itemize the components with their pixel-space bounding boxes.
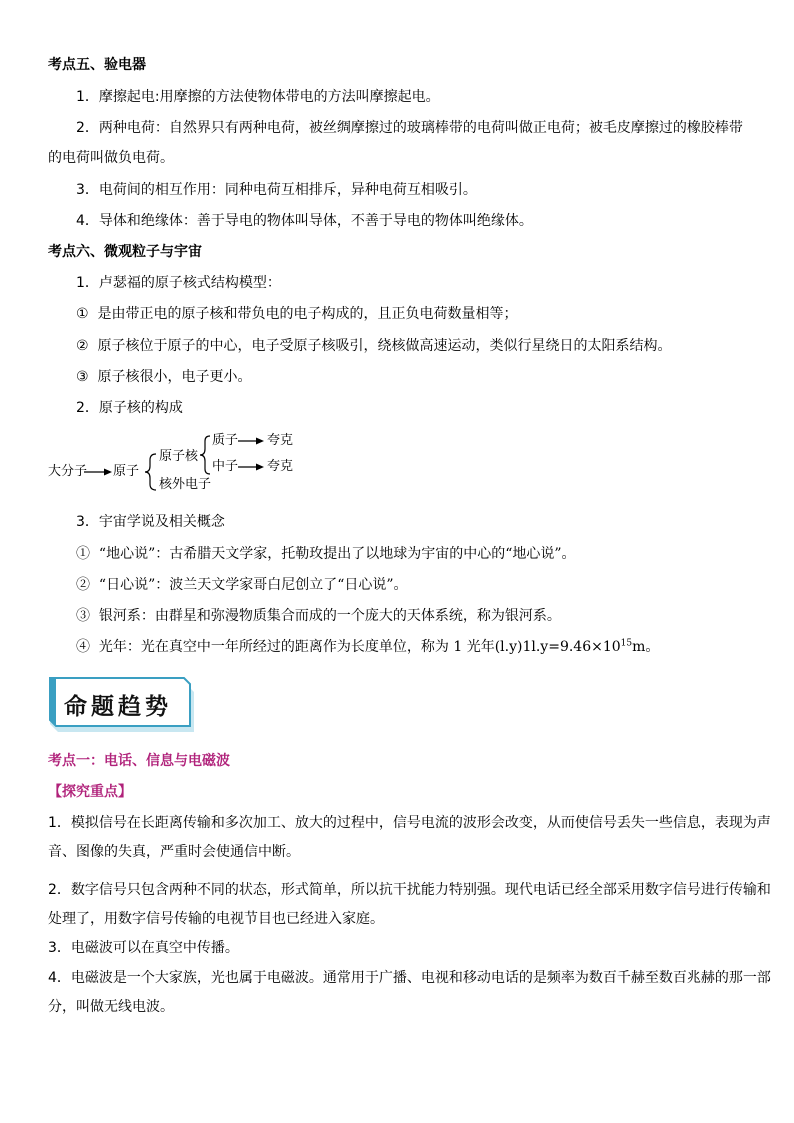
unit: m。: [632, 639, 660, 655]
list-item: 1．摩擦起电:用摩擦的方法使物体带电的方法叫摩擦起电。: [76, 89, 440, 105]
list-item: 2．两种电荷：自然界只有两种电荷，被丝绸摩擦过的玻璃棒带的电荷叫做正电荷；被毛皮摩擦过的橡胶棒带: [76, 120, 743, 136]
label-quark: 夸克: [267, 433, 294, 448]
paragraph: 3．电磁波可以在真空中传播。: [48, 940, 239, 956]
diagram-lines: [0, 0, 794, 520]
item-text: 原子核位于原子的中心，电子受原子核吸引，绕核做高速运动，类似行星绕日的太阳系结构。: [97, 338, 672, 354]
brace-atom: [145, 454, 156, 490]
numbered-item: [76, 545, 576, 563]
list-item: 3．电荷间的相互作用：同种电荷互相排斥，异种电荷互相吸引。: [76, 182, 477, 198]
label-electron: 核外电子: [159, 477, 212, 492]
topic-title: 考点一：电话、信息与电磁波: [48, 753, 230, 769]
paragraph: 1．模拟信号在长距离传输和多次加工、放大的过程中，信号电流的波形会改变，从而使信号丢失一些信息，表现为声音、图像的失真，严重时会使通信中断。: [48, 815, 771, 860]
arrow-head: [256, 438, 264, 445]
numbered-item: [76, 576, 408, 594]
subheading: 1．卢瑟福的原子核式结构模型：: [76, 275, 281, 291]
item-number: ③: [76, 608, 90, 624]
item-number: ②: [76, 577, 90, 593]
item-text: 银河系：由群星和弥漫物质集合而成的一个庞大的天体系统，称为银河系。: [98, 608, 561, 624]
item-number: ④: [76, 639, 90, 655]
focus-label: 【探究重点】: [48, 784, 132, 800]
item-number: ②: [76, 338, 89, 354]
list-item-continuation: 的电荷叫做负电荷。: [48, 150, 174, 166]
paragraph: 4．电磁波是一个大家族，光也属于电磁波。通常用于广播、电视和移动电话的是频率为数百千赫至数百兆赫的那一部分，叫做无线电波。: [48, 970, 771, 1015]
label-quark: 夸克: [267, 459, 294, 474]
section-title-micro-particles: 考点六、微观粒子与宇宙: [48, 244, 202, 260]
label-nucleus: 原子核: [159, 449, 199, 464]
item-text: 光年：光在真空中一年所经过的距离作为长度单位，称为 1 光年(l.y)1l.y=9.46×10: [98, 639, 621, 655]
item-text: “日心说”：波兰天文学家哥白尼创立了“日心说”。: [98, 577, 408, 593]
item-number: ①: [76, 306, 89, 322]
subheading: 2．原子核的构成: [76, 400, 183, 416]
label-proton: 质子: [212, 433, 239, 448]
section-title-electroscope: 考点五、验电器: [48, 57, 146, 73]
list-item: 4．导体和绝缘体：善于导电的物体叫导体，不善于导电的物体叫绝缘体。: [76, 213, 533, 229]
arrow-head: [256, 464, 264, 471]
numbered-item: [76, 607, 561, 625]
subheading: 3．宇宙学说及相关概念: [76, 514, 225, 530]
arrow-head: [104, 469, 112, 476]
brace-nucleus: [200, 436, 210, 474]
exponent: 15: [620, 638, 633, 649]
label-molecule: 大分子: [48, 464, 88, 479]
paragraph: 2．数字信号只包含两种不同的状态，形式简单，所以抗干扰能力特别强。现代电话已经全部采用数字信号进行传输和处理了，用数字信号传输的电视节目也已经进入家庭。: [48, 882, 771, 927]
label-neutron: 中子: [212, 459, 239, 474]
banner-title: 命题趋势: [64, 693, 172, 720]
item-number: ③: [76, 369, 89, 385]
item-text: “地心说”：古希腊天文学家，托勒玫提出了以地球为宇宙的中心的“地心说”。: [98, 546, 576, 562]
item-text: 原子核很小，电子更小。: [97, 369, 252, 385]
item-number: ①: [76, 546, 90, 562]
item-text: 是由带正电的原子核和带负电的电子构成的，且正负电荷数量相等；: [97, 306, 518, 322]
label-atom: 原子: [113, 464, 140, 479]
numbered-item: [76, 638, 659, 656]
